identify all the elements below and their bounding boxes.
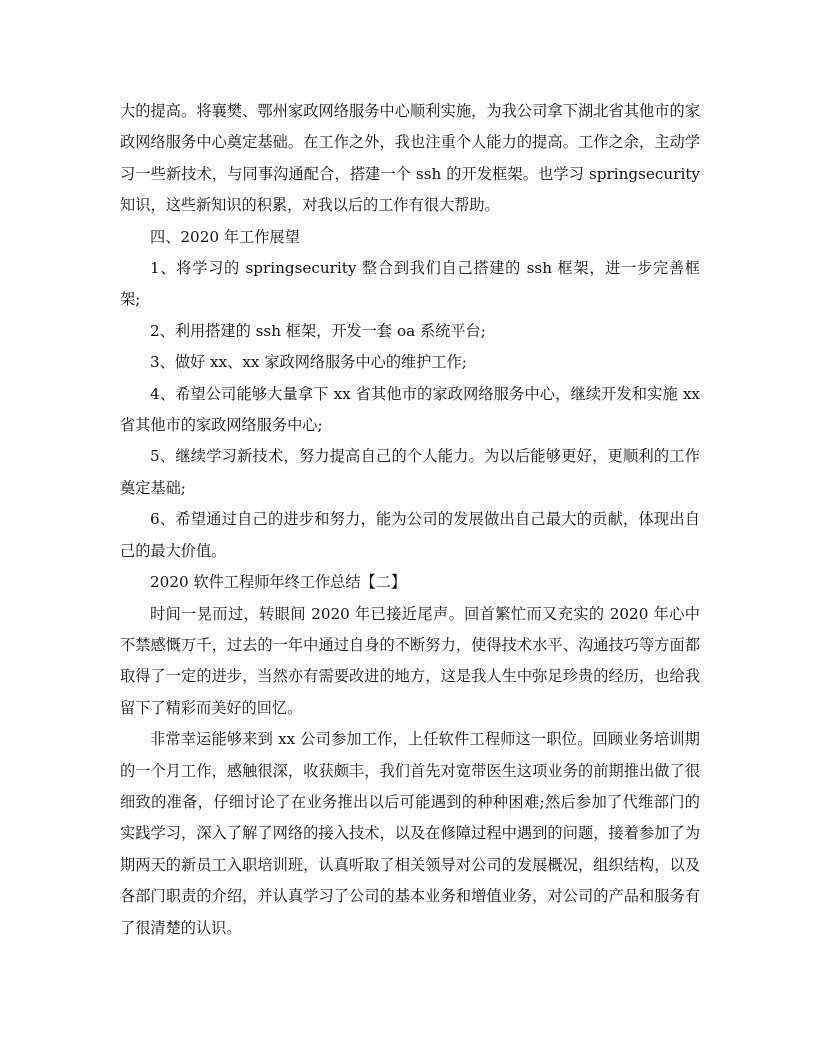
list-item-1: 1、将学习的 springsecurity 整合到我们自己搭建的 ssh 框架，进一步完善框架; bbox=[120, 259, 700, 309]
paragraph-continuation: 大的提高。将襄樊、鄂州家政网络服务中心顺利实施，为我公司拿下湖北省其他市的家政网络服务中心奠定基础。在工作之外，我也注重个人能力的提高。工作之余，主动学习一些新技术，与同事沟通配合，搭建一个 ssh 的开发框架。也学习 springsecurity 知识，这些新知识的积累，对我以后的工作有很大帮助。 bbox=[120, 102, 700, 215]
list-item-5: 5、继续学习新技术，努力提高自己的个人能力。为以后能够更好，更顺利的工作奠定基础; bbox=[120, 447, 700, 497]
list-item-2: 2、利用搭建的 ssh 框架，开发一套 oa 系统平台; bbox=[150, 321, 486, 340]
paragraph-intro: 时间一晃而过，转眼间 2020 年已接近尾声。回首繁忙而又充实的 2020 年心中不禁感慨万千，过去的一年中通过自身的不断努力，使得技术水平、沟通技巧等方面都取得了一定的进步，当然亦有需要改进的地方，这是我人生中弥足珍贵的经历，也给我留下了精彩而美好的回忆。 bbox=[120, 604, 700, 717]
document-body bbox=[120, 96, 700, 944]
list-item-6: 6、希望通过自己的进步和努力，能为公司的发展做出自己最大的贡献，体现出自己的最大价值。 bbox=[120, 510, 700, 560]
article-title-part-two: 2020 软件工程师年终工作总结【二】 bbox=[150, 573, 407, 592]
section-heading-2020-outlook: 四、2020 年工作展望 bbox=[150, 227, 300, 246]
list-item-4: 4、希望公司能够大量拿下 xx 省其他市的家政网络服务中心，继续开发和实施 xx 省其他市的家政网络服务中心; bbox=[120, 384, 700, 435]
paragraph-training: 非常幸运能够来到 xx 公司参加工作，上任软件工程师这一职位。回顾业务培训期的一个月工作，感触很深，收获颇丰，我们首先对宽带医生这项业务的前期推出做了很细致的准备，仔细讨论了在业务推出以后可能遇到的种种困难;然后参加了代维部门的实践学习，深入了解了网络的接入技术，以及在修障过程中遇到的问题，接着参加了为期两天的新员工入职培训班，认真听取了相关领导对公司的发展概况，组织结构，以及各部门职责的介绍，并认真学习了公司的基本业务和增值业务，对公司的产品和服务有了很清楚的认识。 bbox=[120, 730, 700, 937]
list-item-3: 3、做好 xx、xx 家政网络服务中心的维护工作; bbox=[150, 353, 467, 372]
